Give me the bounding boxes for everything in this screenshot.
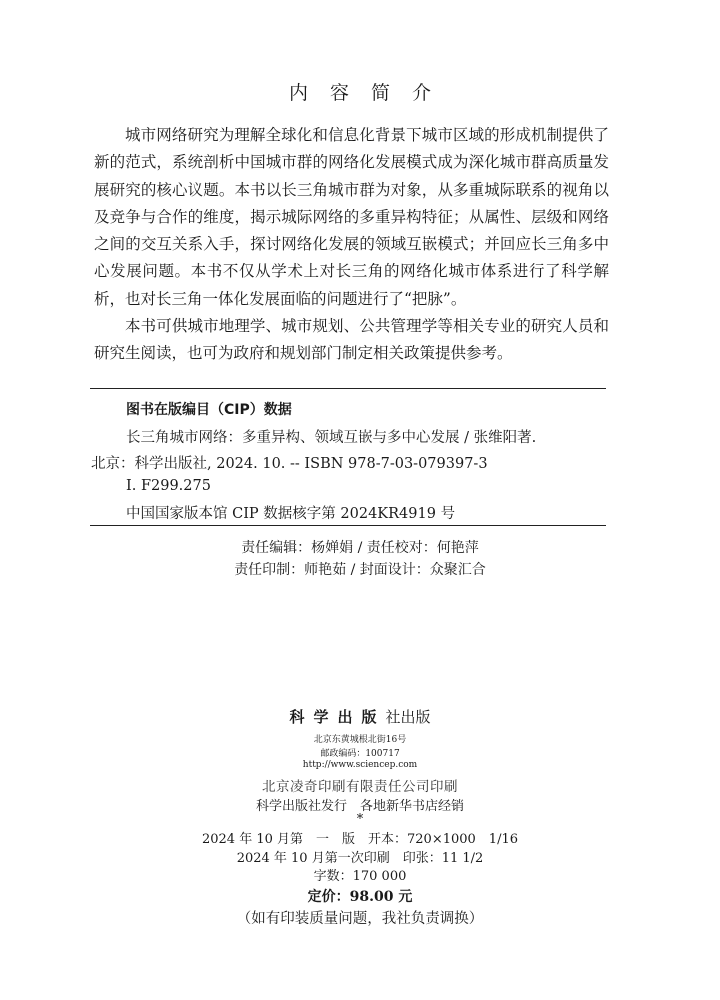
printing-info: 2024 年 10 月第一次印刷 印张：11 1/2 <box>236 851 484 866</box>
publisher-website: http://www.sciencep.com <box>302 760 418 770</box>
editors-line-1: 责任编辑：杨婵娟 / 责任校对：何艳萍 <box>241 540 479 556</box>
word-count: 字数：170 000 <box>313 869 407 884</box>
cip-block <box>90 388 606 525</box>
price: 定价：98.00 元 <box>307 889 413 905</box>
publisher-postcode: 邮政编码：100717 <box>320 749 400 759</box>
separator-star: * <box>356 812 364 827</box>
cip-record-number: 中国国家版本馆 CIP 数据核字第 2024KR4919 号 <box>126 506 456 522</box>
cip-publisher-line: 北京：科学出版社, 2024. 10. -- ISBN 978-7-03-079397-3 <box>91 456 488 472</box>
page-title: 内容简介 <box>288 82 453 104</box>
intro-paragraph-2: 本书可供城市地理学、城市规划、公共管理学等相关专业的研究人员和研究生阅读，也可为政府和规划部门制定相关政策提供参考。 <box>94 317 609 363</box>
printer-name: 北京凌奇印刷有限责任公司印刷 <box>262 779 458 795</box>
intro-section <box>94 122 609 368</box>
cip-bottom-rule <box>90 525 606 526</box>
editors-line-2: 责任印制：师艳茹 / 封面设计：众聚汇合 <box>234 562 486 578</box>
intro-paragraph-1: 城市网络研究为理解全球化和信息化背景下城市区域的形成机制提供了新的范式，系统剖析中国城市群的网络化发展模式成为深化城市群高质量发展研究的核心议题。本书以长三角城市群为对象，从多重城际联系的视角以及竞争与合作的维度，揭示城际网络的多重异构特征；从属性、层级和网络之间的交互关系入手，探讨网络化发展的领域互嵌模式；并回应长三角多中心发展问题。本书不仅从学术上对长三角的网络化城市体系进行了科学解析，也对长三角一体化发展面临的问题进行了“把脉”。 <box>94 126 609 308</box>
publisher-name-suffix: 社出版 <box>385 708 431 726</box>
publisher-name <box>0 706 720 727</box>
publisher-address: 北京东黄城根北街16号 <box>313 735 407 745</box>
distribution-info: 科学出版社发行 各地新华书店经销 <box>255 799 464 814</box>
publisher-logo-text: 科学出版 <box>289 708 386 726</box>
edition-info: 2024 年 10 月第 一 版 开本：720×1000 1/16 <box>201 832 518 847</box>
quality-notice: （如有印装质量问题，我社负责调换） <box>236 911 484 927</box>
cip-heading: 图书在版编目（CIP）数据 <box>126 402 292 418</box>
cip-classification: Ⅰ. F299.275 <box>126 478 211 494</box>
cip-title-line: 长三角城市网络：多重异构、领域互嵌与多中心发展 / 张维阳著. <box>126 430 537 446</box>
